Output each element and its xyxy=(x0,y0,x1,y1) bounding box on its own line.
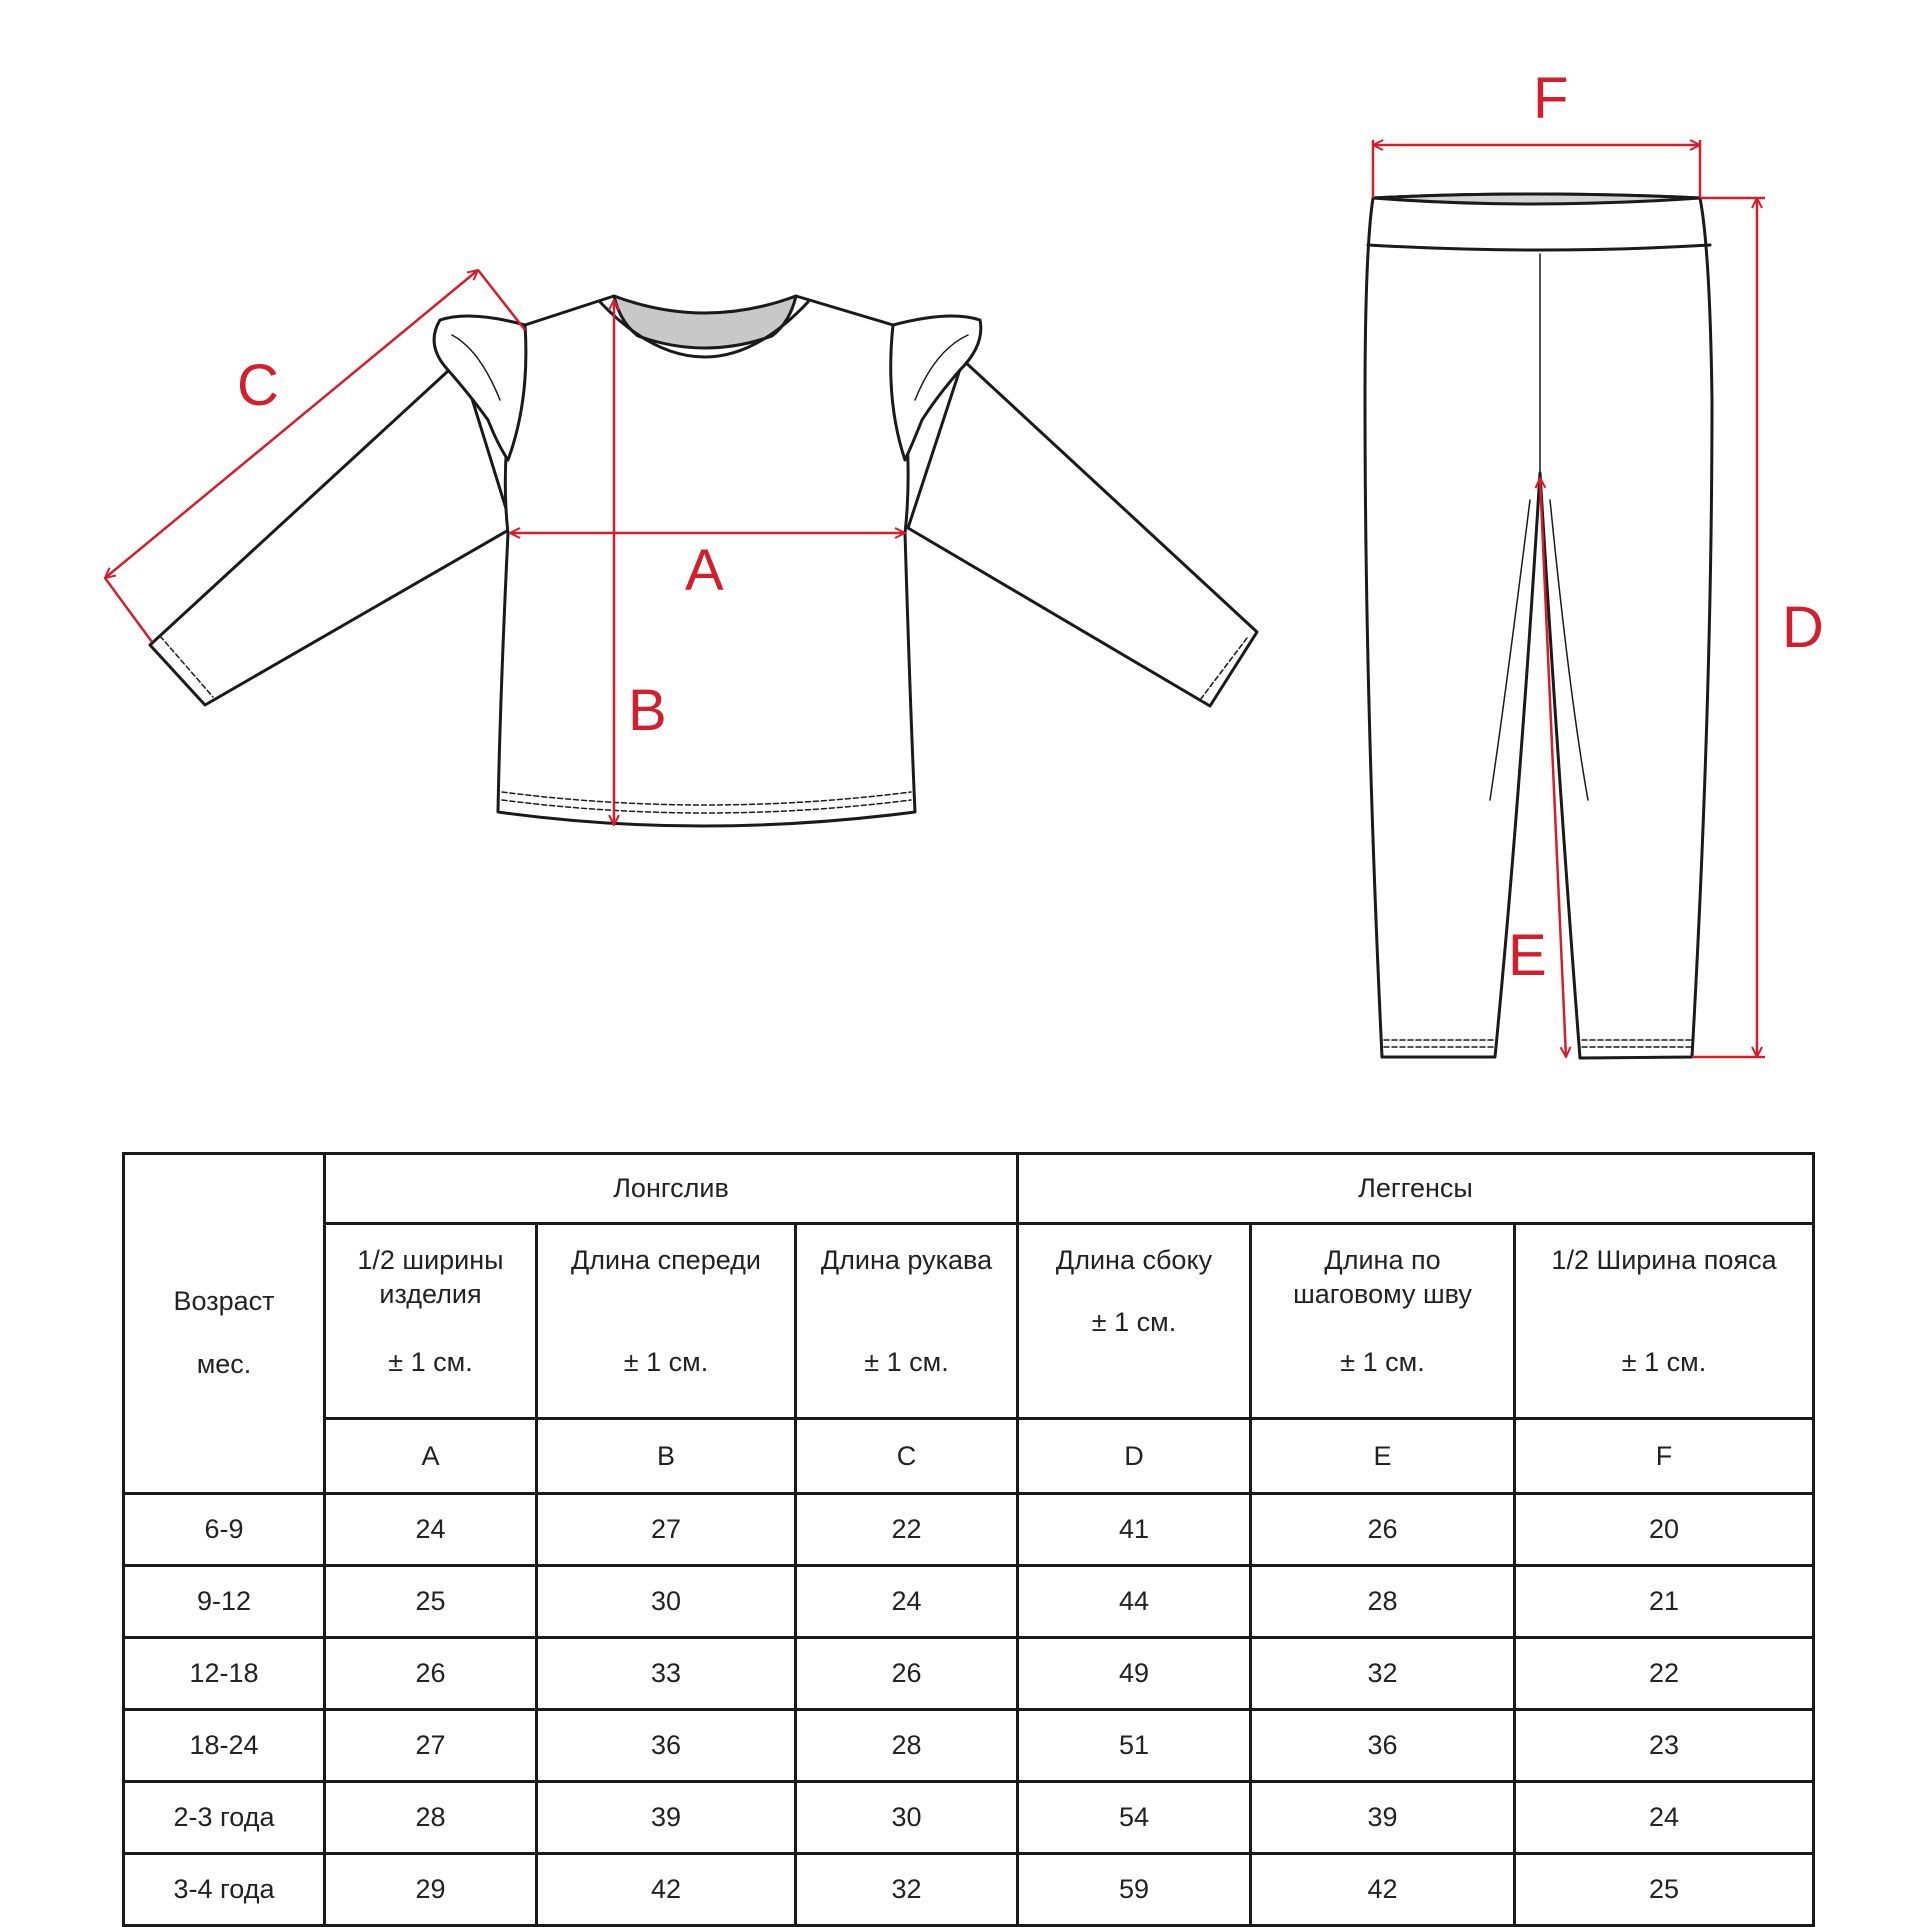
age-cell: 12-18 xyxy=(124,1638,325,1710)
table-row xyxy=(124,1638,1814,1710)
value-cell: 26 xyxy=(325,1638,537,1710)
value-cell: 27 xyxy=(537,1494,796,1566)
dim-label-a: A xyxy=(685,538,724,603)
param-tolerance: ± 1 см. xyxy=(1340,1347,1425,1377)
letter-cell: E xyxy=(1251,1419,1515,1494)
value-cell: 30 xyxy=(796,1782,1018,1854)
letter-cell: B xyxy=(537,1419,796,1494)
param-tolerance: ± 1 см. xyxy=(1621,1347,1707,1377)
age-cell: 2-3 года xyxy=(124,1782,325,1854)
value-cell: 28 xyxy=(325,1782,537,1854)
age-unit: мес. xyxy=(196,1348,252,1379)
group-header-row xyxy=(124,1154,1814,1224)
param-header-row xyxy=(124,1224,1814,1419)
group-leggings: Леггенсы xyxy=(1018,1154,1814,1224)
value-cell: 44 xyxy=(1018,1566,1251,1638)
param-name: 1/2 ширины изделия xyxy=(357,1245,504,1309)
letter-cell: F xyxy=(1515,1419,1814,1494)
value-cell: 26 xyxy=(796,1638,1018,1710)
value-cell: 28 xyxy=(1251,1566,1515,1638)
value-cell: 30 xyxy=(537,1566,796,1638)
value-cell: 23 xyxy=(1515,1710,1814,1782)
table-row xyxy=(124,1782,1814,1854)
param-name: Длина по шаговому шву xyxy=(1293,1245,1472,1309)
value-cell: 20 xyxy=(1515,1494,1814,1566)
value-cell: 21 xyxy=(1515,1566,1814,1638)
param-name: 1/2 Ширина пояса xyxy=(1551,1245,1777,1275)
param-header-e xyxy=(1251,1224,1515,1419)
left-sleeve xyxy=(150,360,512,705)
value-cell: 32 xyxy=(796,1854,1018,1926)
table-row xyxy=(124,1566,1814,1638)
value-cell: 59 xyxy=(1018,1854,1251,1926)
param-tolerance: ± 1 см. xyxy=(1091,1307,1177,1337)
value-cell: 22 xyxy=(1515,1638,1814,1710)
param-header-a xyxy=(325,1224,537,1419)
table-row xyxy=(124,1494,1814,1566)
value-cell: 25 xyxy=(1515,1854,1814,1926)
size-table xyxy=(122,1152,1815,1927)
value-cell: 22 xyxy=(796,1494,1018,1566)
value-cell: 33 xyxy=(537,1638,796,1710)
value-cell: 41 xyxy=(1018,1494,1251,1566)
value-cell: 51 xyxy=(1018,1710,1251,1782)
param-header-c xyxy=(796,1224,1018,1419)
param-header-f xyxy=(1515,1224,1814,1419)
value-cell: 26 xyxy=(1251,1494,1515,1566)
age-cell: 3-4 года xyxy=(124,1854,325,1926)
param-tolerance: ± 1 см. xyxy=(388,1347,473,1377)
value-cell: 28 xyxy=(796,1710,1018,1782)
param-name: Длина сбоку xyxy=(1055,1245,1213,1275)
param-tolerance: ± 1 см. xyxy=(623,1347,709,1377)
param-tolerance: ± 1 см. xyxy=(864,1347,949,1377)
age-header-cell xyxy=(124,1154,325,1494)
value-cell: 36 xyxy=(537,1710,796,1782)
param-name: Длина спереди xyxy=(571,1245,761,1275)
value-cell: 42 xyxy=(1251,1854,1515,1926)
size-table-body xyxy=(124,1154,1814,1926)
table-row xyxy=(124,1710,1814,1782)
value-cell: 24 xyxy=(796,1566,1018,1638)
table-row xyxy=(124,1854,1814,1926)
value-cell: 32 xyxy=(1251,1638,1515,1710)
param-name: Длина рукава xyxy=(820,1245,993,1275)
param-header-b xyxy=(537,1224,796,1419)
value-cell: 36 xyxy=(1251,1710,1515,1782)
dim-label-c: C xyxy=(237,353,279,418)
group-longsleeve: Лонгслив xyxy=(325,1154,1018,1224)
value-cell: 29 xyxy=(325,1854,537,1926)
value-cell: 49 xyxy=(1018,1638,1251,1710)
value-cell: 39 xyxy=(537,1782,796,1854)
right-sleeve xyxy=(908,360,1257,706)
dim-label-f: F xyxy=(1533,66,1569,131)
dim-label-d: D xyxy=(1782,595,1824,660)
letter-cell: C xyxy=(796,1419,1018,1494)
dim-label-e: E xyxy=(1508,923,1547,988)
age-cell: 18-24 xyxy=(124,1710,325,1782)
dim-ext-c-bottom xyxy=(105,578,152,642)
age-cell: 9-12 xyxy=(124,1566,325,1638)
age-header: Возраст xyxy=(173,1285,275,1316)
value-cell: 25 xyxy=(325,1566,537,1638)
value-cell: 54 xyxy=(1018,1782,1251,1854)
value-cell: 39 xyxy=(1251,1782,1515,1854)
letter-row xyxy=(124,1419,1814,1494)
dim-label-b: B xyxy=(628,678,667,743)
letter-cell: A xyxy=(325,1419,537,1494)
param-header-d xyxy=(1018,1224,1251,1419)
value-cell: 27 xyxy=(325,1710,537,1782)
value-cell: 24 xyxy=(325,1494,537,1566)
age-cell: 6-9 xyxy=(124,1494,325,1566)
value-cell: 24 xyxy=(1515,1782,1814,1854)
value-cell: 42 xyxy=(537,1854,796,1926)
letter-cell: D xyxy=(1018,1419,1251,1494)
